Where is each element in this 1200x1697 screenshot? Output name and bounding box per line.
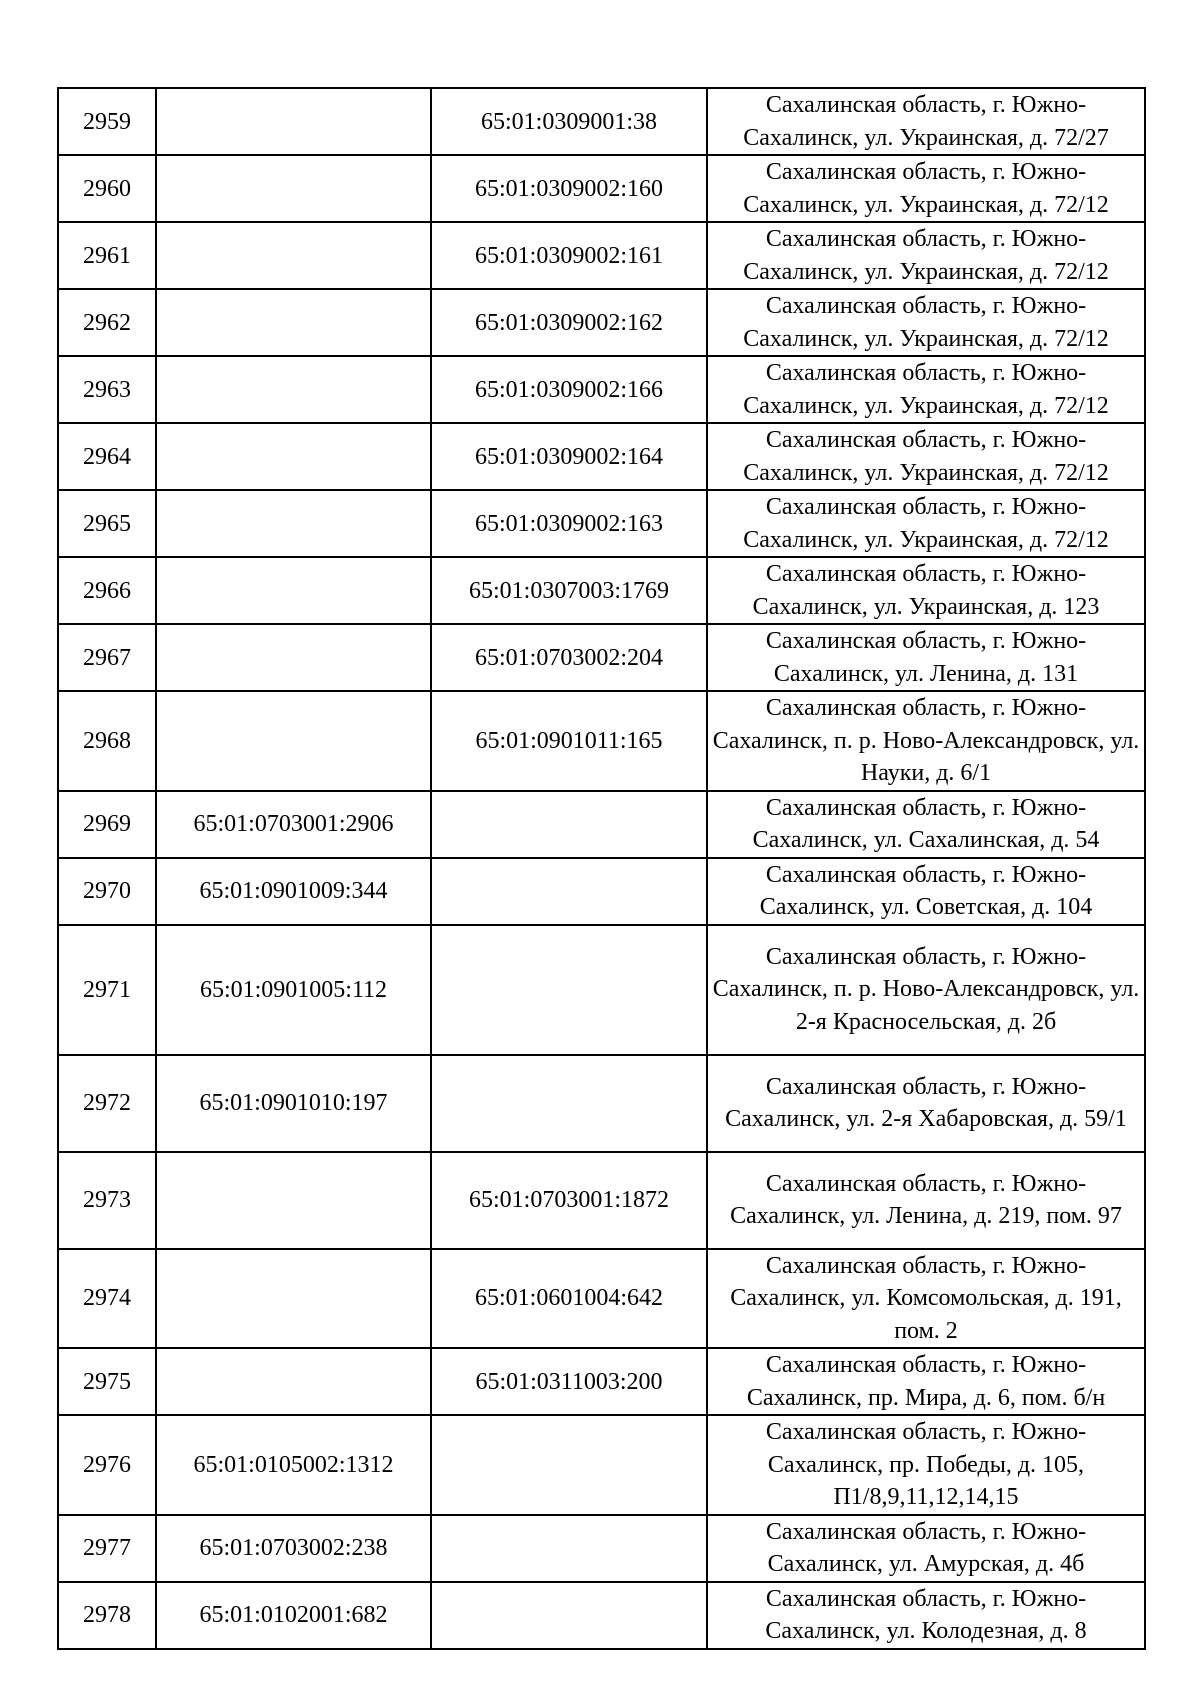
cadastral-number-a <box>156 222 431 289</box>
table-row <box>58 691 1145 791</box>
table-row <box>58 1055 1145 1152</box>
table-row <box>58 858 1145 925</box>
table-row <box>58 88 1145 155</box>
address-cell: Сахалинская область, г. Южно-Сахалинск, ул. Ленина, д. 131 <box>707 624 1145 691</box>
cadastral-number-b: 65:01:0309001:38 <box>431 88 707 155</box>
table-row <box>58 289 1145 356</box>
row-number: 2961 <box>58 222 156 289</box>
cadastral-number-a <box>156 1348 431 1415</box>
table-row <box>58 1415 1145 1515</box>
row-number: 2964 <box>58 423 156 490</box>
cadastral-number-a <box>156 557 431 624</box>
row-number: 2974 <box>58 1249 156 1349</box>
table-row <box>58 1249 1145 1349</box>
row-number: 2972 <box>58 1055 156 1152</box>
cadastral-number-a <box>156 1152 431 1249</box>
table-row <box>58 1348 1145 1415</box>
cadastral-number-b: 65:01:0309002:166 <box>431 356 707 423</box>
cadastral-number-a: 65:01:0105002:1312 <box>156 1415 431 1515</box>
cadastral-number-b <box>431 858 707 925</box>
cadastral-number-a <box>156 356 431 423</box>
cadastral-number-b: 65:01:0309002:161 <box>431 222 707 289</box>
address-cell: Сахалинская область, г. Южно-Сахалинск, ул. 2-я Хабаровская, д. 59/1 <box>707 1055 1145 1152</box>
table-row <box>58 624 1145 691</box>
row-number: 2970 <box>58 858 156 925</box>
cadastral-number-b: 65:01:0311003:200 <box>431 1348 707 1415</box>
cadastral-number-b <box>431 1515 707 1582</box>
address-cell: Сахалинская область, г. Южно-Сахалинск, ул. Советская, д. 104 <box>707 858 1145 925</box>
cadastral-number-a <box>156 423 431 490</box>
row-number: 2975 <box>58 1348 156 1415</box>
row-number: 2978 <box>58 1582 156 1649</box>
property-table <box>57 87 1146 1650</box>
row-number: 2968 <box>58 691 156 791</box>
cadastral-number-a: 65:01:0703002:238 <box>156 1515 431 1582</box>
row-number: 2976 <box>58 1415 156 1515</box>
cadastral-number-b <box>431 925 707 1055</box>
address-cell: Сахалинская область, г. Южно-Сахалинск, п. р. Ново-Александровск, ул. 2-я Красносельская, д. 2б <box>707 925 1145 1055</box>
table-row <box>58 557 1145 624</box>
cadastral-number-a <box>156 490 431 557</box>
row-number: 2960 <box>58 155 156 222</box>
cadastral-number-b <box>431 1582 707 1649</box>
cadastral-number-b <box>431 791 707 858</box>
address-cell: Сахалинская область, г. Южно-Сахалинск, ул. Колодезная, д. 8 <box>707 1582 1145 1649</box>
cadastral-number-b <box>431 1055 707 1152</box>
address-cell: Сахалинская область, г. Южно-Сахалинск, ул. Ленина, д. 219, пом. 97 <box>707 1152 1145 1249</box>
cadastral-number-b: 65:01:0601004:642 <box>431 1249 707 1349</box>
table-row <box>58 925 1145 1055</box>
address-cell: Сахалинская область, г. Южно-Сахалинск, ул. Украинская, д. 72/12 <box>707 155 1145 222</box>
table-row <box>58 155 1145 222</box>
cadastral-number-b: 65:01:0309002:162 <box>431 289 707 356</box>
cadastral-number-a <box>156 691 431 791</box>
cadastral-number-a <box>156 289 431 356</box>
cadastral-number-a <box>156 1249 431 1349</box>
cadastral-number-b: 65:01:0309002:160 <box>431 155 707 222</box>
address-cell: Сахалинская область, г. Южно-Сахалинск, ул. Украинская, д. 72/12 <box>707 222 1145 289</box>
row-number: 2962 <box>58 289 156 356</box>
address-cell: Сахалинская область, г. Южно-Сахалинск, пр. Победы, д. 105, П1/8,9,11,12,14,15 <box>707 1415 1145 1515</box>
cadastral-number-b: 65:01:0309002:163 <box>431 490 707 557</box>
table-row <box>58 1515 1145 1582</box>
row-number: 2965 <box>58 490 156 557</box>
address-cell: Сахалинская область, г. Южно-Сахалинск, ул. Сахалинская, д. 54 <box>707 791 1145 858</box>
address-cell: Сахалинская область, г. Южно-Сахалинск, ул. Амурская, д. 4б <box>707 1515 1145 1582</box>
cadastral-number-a <box>156 155 431 222</box>
cadastral-number-b: 65:01:0703002:204 <box>431 624 707 691</box>
row-number: 2967 <box>58 624 156 691</box>
row-number: 2973 <box>58 1152 156 1249</box>
address-cell: Сахалинская область, г. Южно-Сахалинск, ул. Украинская, д. 72/12 <box>707 356 1145 423</box>
address-cell: Сахалинская область, г. Южно-Сахалинск, ул. Комсомольская, д. 191, пом. 2 <box>707 1249 1145 1349</box>
address-cell: Сахалинская область, г. Южно-Сахалинск, пр. Мира, д. 6, пом. б/н <box>707 1348 1145 1415</box>
address-cell: Сахалинская область, г. Южно-Сахалинск, ул. Украинская, д. 72/12 <box>707 289 1145 356</box>
address-cell: Сахалинская область, г. Южно-Сахалинск, ул. Украинская, д. 123 <box>707 557 1145 624</box>
cadastral-number-a: 65:01:0703001:2906 <box>156 791 431 858</box>
address-cell: Сахалинская область, г. Южно-Сахалинск, ул. Украинская, д. 72/12 <box>707 490 1145 557</box>
cadastral-number-a: 65:01:0102001:682 <box>156 1582 431 1649</box>
cadastral-number-a <box>156 88 431 155</box>
table-row <box>58 356 1145 423</box>
table-body <box>58 88 1145 1649</box>
address-cell: Сахалинская область, г. Южно-Сахалинск, ул. Украинская, д. 72/12 <box>707 423 1145 490</box>
table-row <box>58 791 1145 858</box>
row-number: 2969 <box>58 791 156 858</box>
cadastral-number-a: 65:01:0901010:197 <box>156 1055 431 1152</box>
table-row <box>58 222 1145 289</box>
table-row <box>58 490 1145 557</box>
row-number: 2966 <box>58 557 156 624</box>
row-number: 2971 <box>58 925 156 1055</box>
address-cell: Сахалинская область, г. Южно-Сахалинск, ул. Украинская, д. 72/27 <box>707 88 1145 155</box>
cadastral-number-b: 65:01:0703001:1872 <box>431 1152 707 1249</box>
cadastral-number-b <box>431 1415 707 1515</box>
row-number: 2959 <box>58 88 156 155</box>
table-row <box>58 423 1145 490</box>
row-number: 2977 <box>58 1515 156 1582</box>
cadastral-number-a: 65:01:0901005:112 <box>156 925 431 1055</box>
cadastral-number-a <box>156 624 431 691</box>
address-cell: Сахалинская область, г. Южно-Сахалинск, п. р. Ново-Александровск, ул. Науки, д. 6/1 <box>707 691 1145 791</box>
table-row <box>58 1582 1145 1649</box>
cadastral-number-a: 65:01:0901009:344 <box>156 858 431 925</box>
row-number: 2963 <box>58 356 156 423</box>
cadastral-number-b: 65:01:0309002:164 <box>431 423 707 490</box>
table-row <box>58 1152 1145 1249</box>
cadastral-number-b: 65:01:0901011:165 <box>431 691 707 791</box>
cadastral-number-b: 65:01:0307003:1769 <box>431 557 707 624</box>
